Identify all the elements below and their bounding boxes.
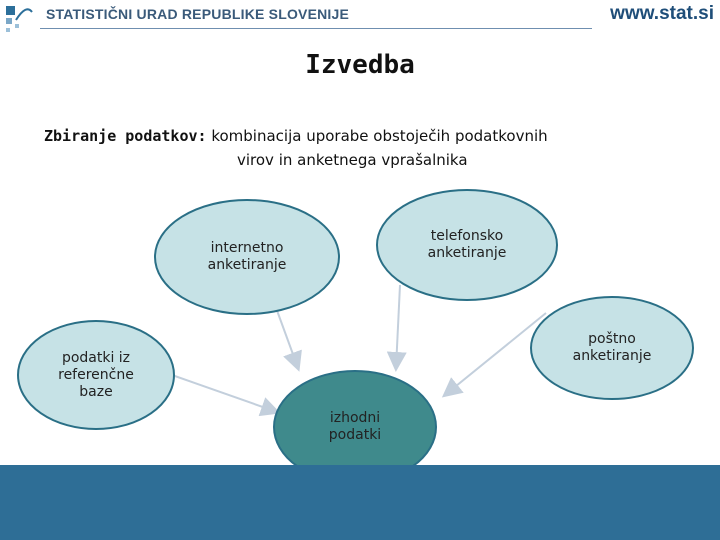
footer-band <box>0 465 720 540</box>
org-name: STATISTIČNI URAD REPUBLIKE SLOVENIJE <box>46 6 350 22</box>
node-reference-label: podatki iz referenčne baze <box>58 349 134 400</box>
arrow-internet-to-output <box>275 305 298 368</box>
site-url-link[interactable]: www.stat.si <box>610 3 714 24</box>
node-internet-label: internetno anketiranje <box>207 240 287 273</box>
subtitle-label: Zbiranje podatkov: <box>44 127 207 145</box>
page-title: Izvedba <box>305 50 415 80</box>
node-telephone-label: telefonsko anketiranje <box>427 228 507 261</box>
arrow-reference-to-output <box>172 375 277 412</box>
node-postal-label: poštno anketiranje <box>572 331 652 364</box>
node-output-label: izhodni podatki <box>328 410 382 443</box>
subtitle-text-line1: kombinacija uporabe obstoječih podatkovnih <box>211 127 548 145</box>
subtitle-text-line2: virov in anketnega vprašalnika <box>237 151 468 169</box>
